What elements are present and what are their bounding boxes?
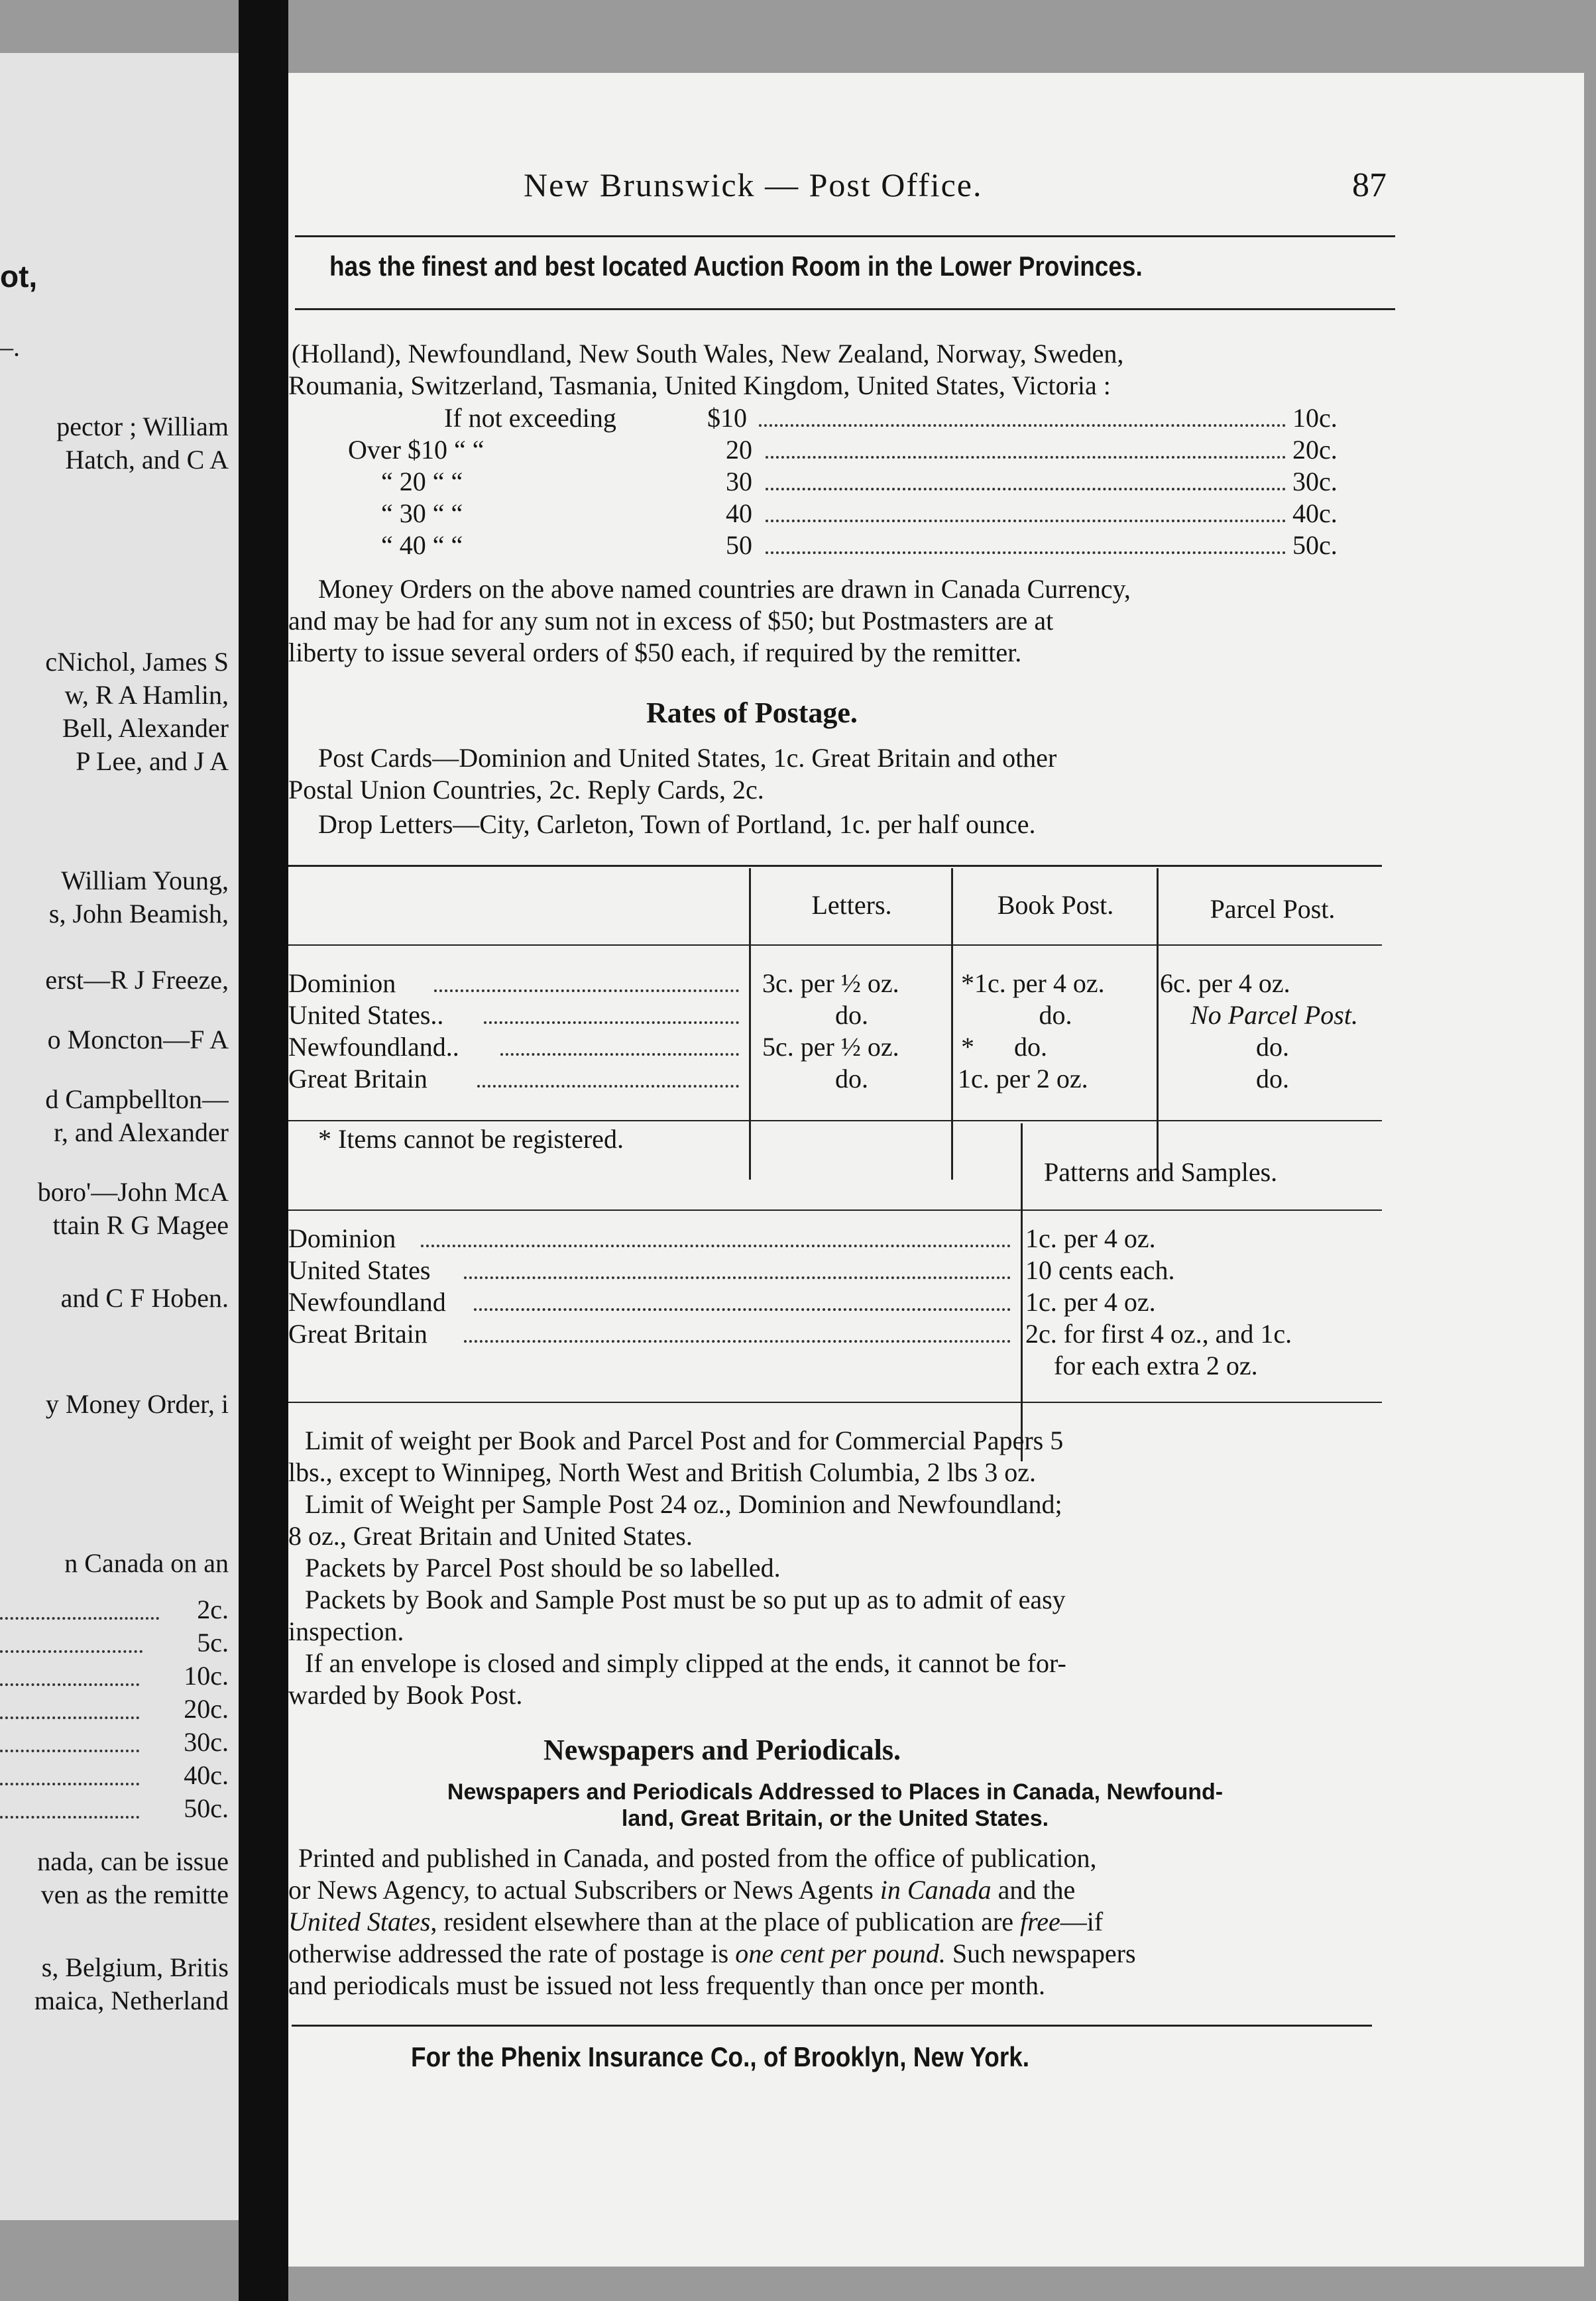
table-book: do. (1039, 1000, 1072, 1030)
table-place: Great Britain (288, 1064, 428, 1094)
footer-rule (292, 2025, 1372, 2027)
table-rule-header (288, 944, 1382, 946)
left-line: ven as the remitte (40, 1880, 229, 1909)
samples-header: Patterns and Samples. (1044, 1157, 1278, 1187)
countries-line: Roumania, Switzerland, Tasmania, United Kingdom, United States, Victoria : (288, 370, 1111, 400)
col-header-letters: Letters. (811, 890, 892, 920)
left-line: Bell, Alexander (62, 713, 229, 743)
left-rate: 20c. (184, 1694, 229, 1724)
post-cards-line: Postal Union Countries, 2c. Reply Cards, 2c. (288, 775, 764, 805)
left-line: n Canada on an (64, 1548, 229, 1578)
header-rule (295, 235, 1395, 237)
post-cards-line: Post Cards—Dominion and United States, 1c. Great Britain and other (318, 743, 1057, 773)
left-line: and C F Hoben. (60, 1283, 229, 1313)
left-line: d Campbellton— (45, 1084, 229, 1114)
rate-amount: 30 (726, 467, 752, 496)
samples-place: Newfoundland (288, 1287, 446, 1317)
newspapers-line: or News Agency, to actual Subscribers or News Agents in Canada and the (288, 1875, 1076, 1905)
money-orders-line: and may be had for any sum not in excess of $50; but Postmasters are at (288, 606, 1054, 636)
header-title-part2: Post Office. (809, 166, 983, 203)
table-place: United States.. (288, 1000, 444, 1030)
left-line: pector ; William (56, 412, 229, 441)
left-rate: 5c. (197, 1628, 229, 1657)
left-rate: 2c. (197, 1595, 229, 1624)
limits-line: If an envelope is closed and simply clipped at the ends, it cannot be for- (305, 1648, 1066, 1678)
page-number: 87 (1352, 166, 1387, 204)
left-line: o Moncton—F A (47, 1025, 229, 1054)
left-line: William Young, (61, 866, 229, 895)
left-line: maica, Netherland (34, 1986, 229, 2015)
banner-rule (295, 308, 1395, 310)
left-line: ttain R G Magee (52, 1210, 229, 1240)
rate-condition: “ 30 “ “ (381, 498, 463, 528)
limits-line: warded by Book Post. (288, 1680, 523, 1710)
rate-value: 20c. (1292, 435, 1338, 465)
left-line: nada, can be issue (37, 1846, 229, 1876)
left-rate: 30c. (184, 1727, 229, 1757)
left-line: r, and Alexander (54, 1117, 229, 1147)
newspapers-line: United States, resident elsewhere than at the place of publication are free—if (288, 1907, 1104, 1936)
table-parcel: No Parcel Post. (1190, 1000, 1358, 1030)
newspapers-subheading: land, Great Britain, or the United States. (621, 1806, 1049, 1831)
header-dash: — (765, 166, 800, 203)
rate-value: 30c. (1292, 467, 1338, 496)
left-page-fragment (0, 53, 239, 2220)
table-rule-top (288, 865, 1382, 867)
left-line: s, Belgium, Britis (41, 1952, 229, 1982)
rate-condition: “ 40 “ “ (381, 530, 463, 560)
limits-line: lbs., except to Winnipeg, North West and British Columbia, 2 lbs 3 oz. (288, 1457, 1037, 1487)
col-header-book-post: Book Post. (997, 890, 1114, 920)
left-line: boro'—John McA (37, 1177, 229, 1207)
limits-line: Packets by Book and Sample Post must be so put up as to admit of easy (305, 1585, 1066, 1614)
table-col-divider (749, 868, 751, 1180)
money-orders-line: Money Orders on the above named countries are drawn in Canada Currency, (318, 574, 1131, 604)
left-rate: 50c. (184, 1793, 229, 1823)
left-line: y Money Order, i (45, 1389, 229, 1419)
newspapers-line: Printed and published in Canada, and posted from the office of publication, (298, 1843, 1097, 1873)
left-line: P Lee, and J A (76, 746, 229, 776)
samples-rate: 1c. per 4 oz. (1025, 1223, 1156, 1253)
main-page (288, 73, 1584, 2267)
table-book: * do. (961, 1032, 1047, 1062)
newspapers-line: and periodicals must be issued not less frequently than once per month. (288, 1970, 1045, 2000)
rates-heading: Rates of Postage. (646, 697, 858, 729)
table-parcel: do. (1256, 1064, 1289, 1094)
top-banner: has the finest and best located Auction Room in the Lower Provinces. (329, 251, 1143, 282)
samples-rate: 2c. for first 4 oz., and 1c. (1025, 1319, 1292, 1349)
table-letters: 5c. per ½ oz. (762, 1032, 899, 1062)
samples-rate: 1c. per 4 oz. (1025, 1287, 1156, 1317)
left-line: w, R A Hamlin, (64, 680, 229, 710)
table-col-divider (951, 868, 953, 1180)
header-title-part1: New Brunswick (524, 166, 756, 203)
rate-condition: If not exceeding (444, 403, 616, 433)
newspapers-heading: Newspapers and Periodicals. (543, 1734, 901, 1766)
limits-line: Limit of weight per Book and Parcel Post and for Commercial Papers 5 (305, 1426, 1064, 1455)
rate-condition: “ 20 “ “ (381, 467, 463, 496)
left-rate: 10c. (184, 1661, 229, 1691)
not-registered-note: * Items cannot be registered. (318, 1124, 624, 1154)
table-col-divider (1157, 868, 1159, 1180)
samples-col-divider (1021, 1123, 1023, 1461)
footer-banner: For the Phenix Insurance Co., of Brooklyn, New York. (411, 2041, 1030, 2072)
rate-amount: $10 (707, 403, 747, 433)
samples-rule-bottom (288, 1402, 1382, 1403)
rate-value: 10c. (1292, 403, 1338, 433)
samples-rate: 10 cents each. (1025, 1255, 1175, 1285)
left-line: –. (0, 332, 20, 362)
samples-rule (288, 1209, 1382, 1211)
table-parcel: 6c. per 4 oz. (1160, 968, 1290, 998)
samples-place: United States (288, 1255, 431, 1285)
countries-line: (Holland), Newfoundland, New South Wales, New Zealand, Norway, Sweden, (292, 339, 1124, 368)
left-line: s, John Beamish, (48, 899, 229, 928)
table-letters: do. (835, 1000, 868, 1030)
money-orders-line: liberty to issue several orders of $50 each, if required by the remitter. (288, 638, 1022, 667)
newspapers-line: otherwise addressed the rate of postage is one cent per pound. Such newspapers (288, 1938, 1136, 1968)
table-book: *1c. per 4 oz. (961, 968, 1105, 998)
running-header (524, 166, 983, 204)
rate-amount: 20 (726, 435, 752, 465)
table-letters: do. (835, 1064, 868, 1094)
table-place: Newfoundland.. (288, 1032, 459, 1062)
rate-value: 40c. (1292, 498, 1338, 528)
col-header-parcel-post: Parcel Post. (1210, 894, 1336, 924)
limits-line: 8 oz., Great Britain and United States. (288, 1521, 693, 1551)
left-line: Hatch, and C A (65, 445, 229, 475)
left-line: erst—R J Freeze, (45, 965, 229, 995)
newspapers-subheading: Newspapers and Periodicals Addressed to Places in Canada, Newfound- (447, 1779, 1224, 1805)
table-letters: 3c. per ½ oz. (762, 968, 899, 998)
table-place: Dominion (288, 968, 396, 998)
rate-condition: Over $10 “ “ (348, 435, 484, 465)
samples-place: Dominion (288, 1223, 396, 1253)
limits-line: Limit of Weight per Sample Post 24 oz., Dominion and Newfoundland; (305, 1489, 1062, 1519)
book-spine-shadow (239, 0, 288, 2301)
limits-line: inspection. (288, 1616, 404, 1646)
rate-amount: 40 (726, 498, 752, 528)
left-line: cNichol, James S (45, 647, 229, 677)
left-rate: 40c. (184, 1760, 229, 1790)
rate-amount: 50 (726, 530, 752, 560)
table-parcel: do. (1256, 1032, 1289, 1062)
samples-rate-continuation: for each extra 2 oz. (1054, 1351, 1258, 1380)
post-cards-line: Drop Letters—City, Carleton, Town of Portland, 1c. per half ounce. (318, 809, 1036, 839)
samples-place: Great Britain (288, 1319, 428, 1349)
rate-value: 50c. (1292, 530, 1338, 560)
table-rule-bottom (288, 1120, 1382, 1121)
table-book: 1c. per 2 oz. (958, 1064, 1088, 1094)
limits-line: Packets by Parcel Post should be so labelled. (305, 1553, 781, 1583)
left-line: ot, (0, 259, 38, 294)
